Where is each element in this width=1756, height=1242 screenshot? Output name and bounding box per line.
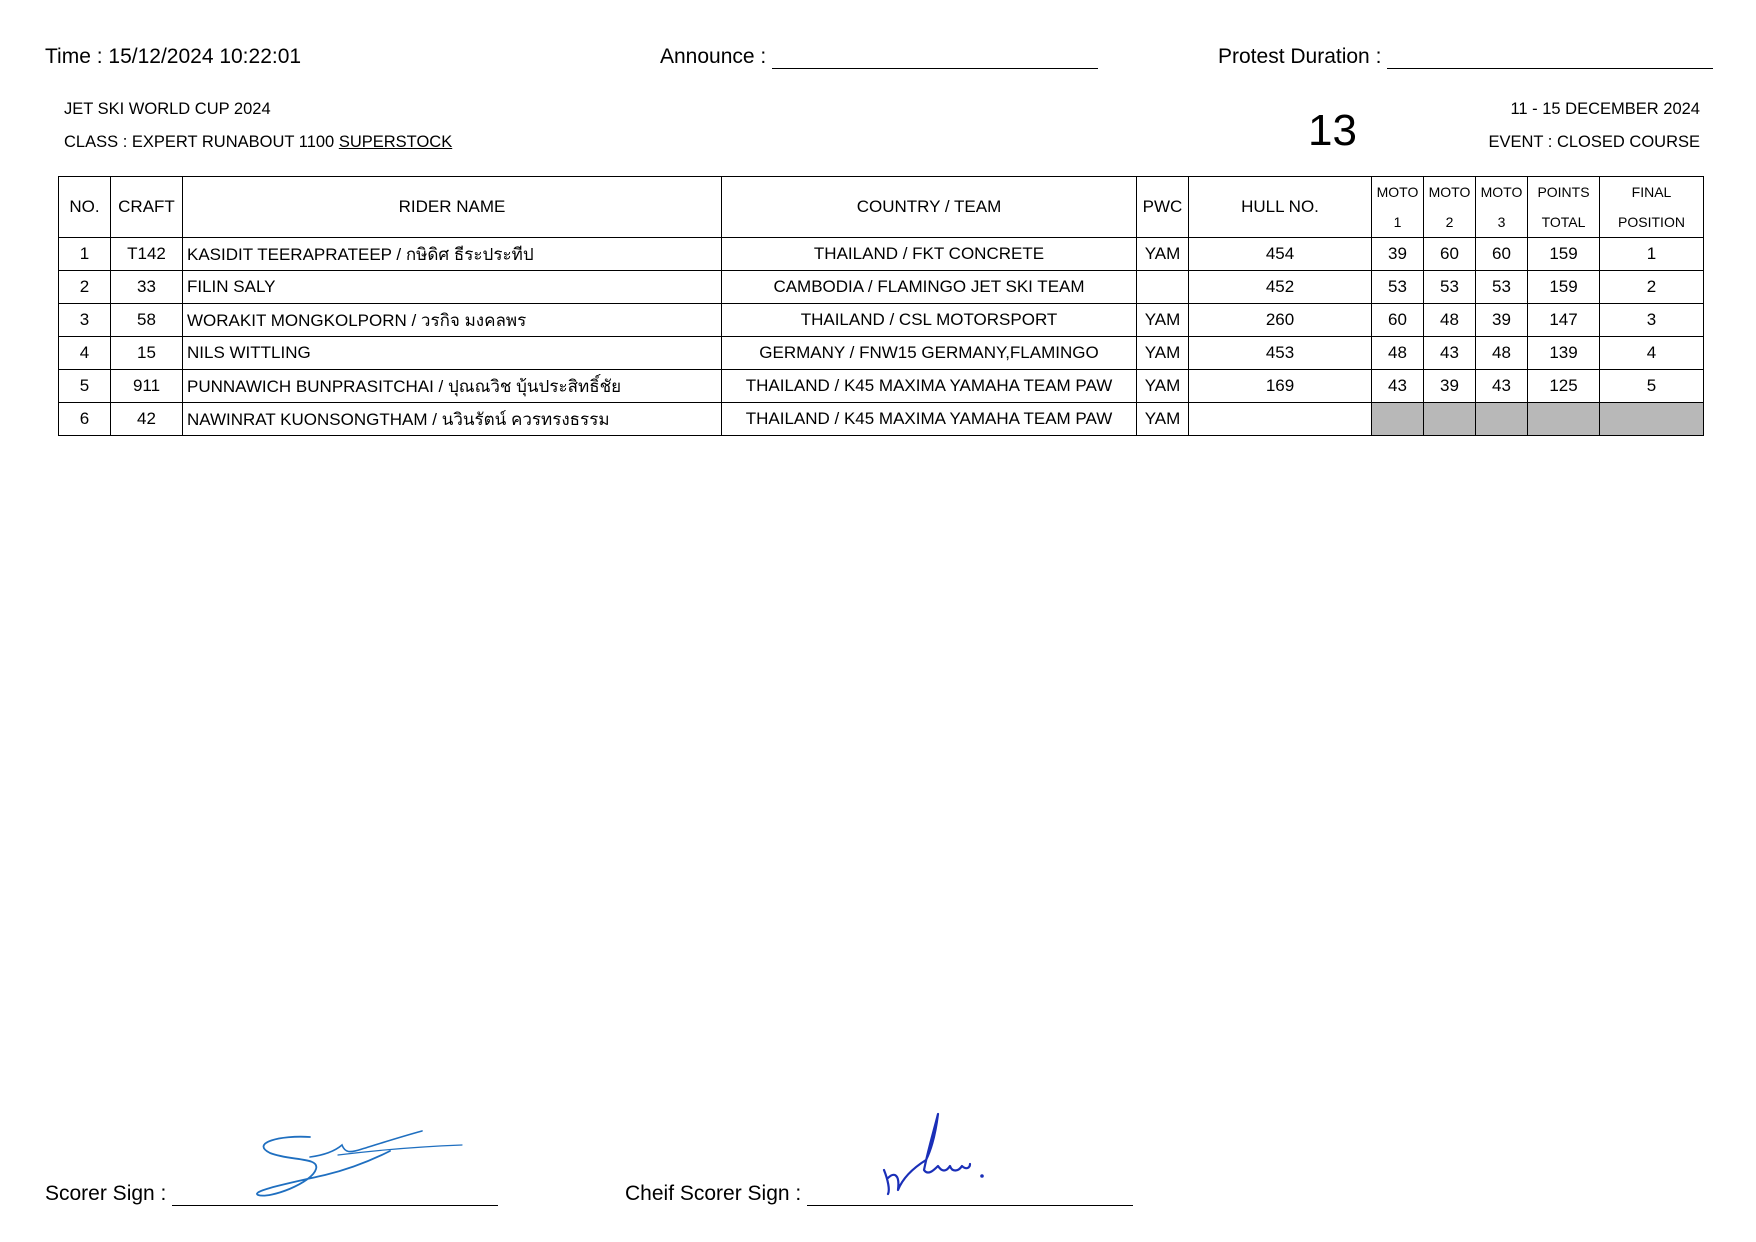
scorer-signature (250, 1125, 470, 1205)
row-moto-3 (1476, 403, 1528, 436)
row-moto-2: 53 (1424, 271, 1476, 304)
header-craft: CRAFT (111, 177, 183, 238)
header-country-team: COUNTRY / TEAM (722, 177, 1137, 238)
row-no: 2 (59, 271, 111, 304)
row-craft: 58 (111, 304, 183, 337)
row-craft: 33 (111, 271, 183, 304)
row-country-team: GERMANY / FNW15 GERMANY,FLAMINGO (722, 337, 1137, 370)
header-moto-2: MOTO 2 (1424, 177, 1476, 238)
row-rider-name: WORAKIT MONGKOLPORN / วรกิจ มงคลพร (183, 304, 722, 337)
event-dates: 11 - 15 DECEMBER 2024 (1510, 100, 1700, 118)
header-moto-1: MOTO 1 (1372, 177, 1424, 238)
class-line (64, 133, 452, 152)
row-moto-2: 60 (1424, 238, 1476, 271)
row-pwc: YAM (1137, 304, 1189, 337)
announce-label: Announce : (660, 45, 767, 68)
row-country-team: THAILAND / FKT CONCRETE (722, 238, 1137, 271)
row-no: 3 (59, 304, 111, 337)
row-points-total: 147 (1528, 304, 1600, 337)
row-country-team: THAILAND / CSL MOTORSPORT (722, 304, 1137, 337)
row-rider-name: PUNNAWICH BUNPRASITCHAI / ปุณณวิช บุ้นประสิทธิ์ชัย (183, 370, 722, 403)
row-points-total: 159 (1528, 238, 1600, 271)
table-row (59, 403, 1704, 436)
row-moto-3: 60 (1476, 238, 1528, 271)
header-rider-name: RIDER NAME (183, 177, 722, 238)
row-country-team: CAMBODIA / FLAMINGO JET SKI TEAM (722, 271, 1137, 304)
event-type: EVENT : CLOSED COURSE (1488, 133, 1700, 151)
row-rider-name: NILS WITTLING (183, 337, 722, 370)
row-moto-2: 43 (1424, 337, 1476, 370)
row-final-position (1600, 403, 1704, 436)
header-moto-3: MOTO 3 (1476, 177, 1528, 238)
header-hull-no: HULL NO. (1189, 177, 1372, 238)
row-hull-no: 452 (1189, 271, 1372, 304)
row-craft: T142 (111, 238, 183, 271)
time-stamp: Time : 15/12/2024 10:22:01 (45, 45, 302, 68)
row-no: 5 (59, 370, 111, 403)
table-row (59, 370, 1704, 403)
row-moto-2: 48 (1424, 304, 1476, 337)
row-moto-3: 39 (1476, 304, 1528, 337)
class-suffix: SUPERSTOCK (338, 133, 453, 151)
row-craft: 42 (111, 403, 183, 436)
scorer-sign-label: Scorer Sign : (45, 1182, 167, 1205)
row-pwc: YAM (1137, 370, 1189, 403)
row-country-team: THAILAND / K45 MAXIMA YAMAHA TEAM PAW (722, 370, 1137, 403)
row-pwc: YAM (1137, 337, 1189, 370)
header-no: NO. (59, 177, 111, 238)
row-final-position: 1 (1600, 238, 1704, 271)
table-header-row (59, 177, 1704, 238)
table-row (59, 337, 1704, 370)
row-moto-1: 43 (1372, 370, 1424, 403)
row-hull-no: 169 (1189, 370, 1372, 403)
row-no: 4 (59, 337, 111, 370)
row-country-team: THAILAND / K45 MAXIMA YAMAHA TEAM PAW (722, 403, 1137, 436)
announce-blank-line (772, 48, 1098, 69)
header-points-total: POINTS TOTAL (1528, 177, 1600, 238)
row-moto-3: 53 (1476, 271, 1528, 304)
results-table (58, 176, 1704, 436)
table-row (59, 271, 1704, 304)
row-moto-1: 39 (1372, 238, 1424, 271)
row-points-total (1528, 403, 1600, 436)
row-final-position: 4 (1600, 337, 1704, 370)
row-pwc: YAM (1137, 403, 1189, 436)
row-moto-1: 60 (1372, 304, 1424, 337)
announce-field (660, 45, 1098, 69)
row-hull-no: 454 (1189, 238, 1372, 271)
row-no: 6 (59, 403, 111, 436)
row-moto-1 (1372, 403, 1424, 436)
table-row (59, 304, 1704, 337)
protest-blank-line (1387, 48, 1713, 69)
race-number: 13 (1308, 106, 1357, 155)
row-final-position: 2 (1600, 271, 1704, 304)
row-points-total: 159 (1528, 271, 1600, 304)
row-final-position: 5 (1600, 370, 1704, 403)
row-pwc (1137, 271, 1189, 304)
row-rider-name: FILIN SALY (183, 271, 722, 304)
row-moto-3: 48 (1476, 337, 1528, 370)
chief-scorer-sign-label: Cheif Scorer Sign : (625, 1182, 802, 1205)
row-moto-3: 43 (1476, 370, 1528, 403)
row-craft: 15 (111, 337, 183, 370)
row-hull-no (1189, 403, 1372, 436)
row-final-position: 3 (1600, 304, 1704, 337)
header-pwc: PWC (1137, 177, 1189, 238)
row-points-total: 139 (1528, 337, 1600, 370)
row-rider-name: KASIDIT TEERAPRATEEP / กษิดิศ ธีระประทีป (183, 238, 722, 271)
row-moto-2: 39 (1424, 370, 1476, 403)
row-craft: 911 (111, 370, 183, 403)
row-points-total: 125 (1528, 370, 1600, 403)
event-title: JET SKI WORLD CUP 2024 (64, 100, 271, 118)
protest-duration-label: Protest Duration : (1218, 45, 1382, 68)
row-moto-1: 53 (1372, 271, 1424, 304)
row-moto-2 (1424, 403, 1476, 436)
table-row (59, 238, 1704, 271)
header-final-position: FINAL POSITION (1600, 177, 1704, 238)
row-hull-no: 453 (1189, 337, 1372, 370)
row-hull-no: 260 (1189, 304, 1372, 337)
row-pwc: YAM (1137, 238, 1189, 271)
class-prefix: CLASS : EXPERT RUNABOUT 1100 (64, 133, 335, 151)
row-rider-name: NAWINRAT KUONSONGTHAM / นวินรัตน์ ควรทรงธรรม (183, 403, 722, 436)
protest-duration-field (1218, 45, 1713, 69)
chief-scorer-signature (880, 1110, 990, 1200)
row-no: 1 (59, 238, 111, 271)
row-moto-1: 48 (1372, 337, 1424, 370)
